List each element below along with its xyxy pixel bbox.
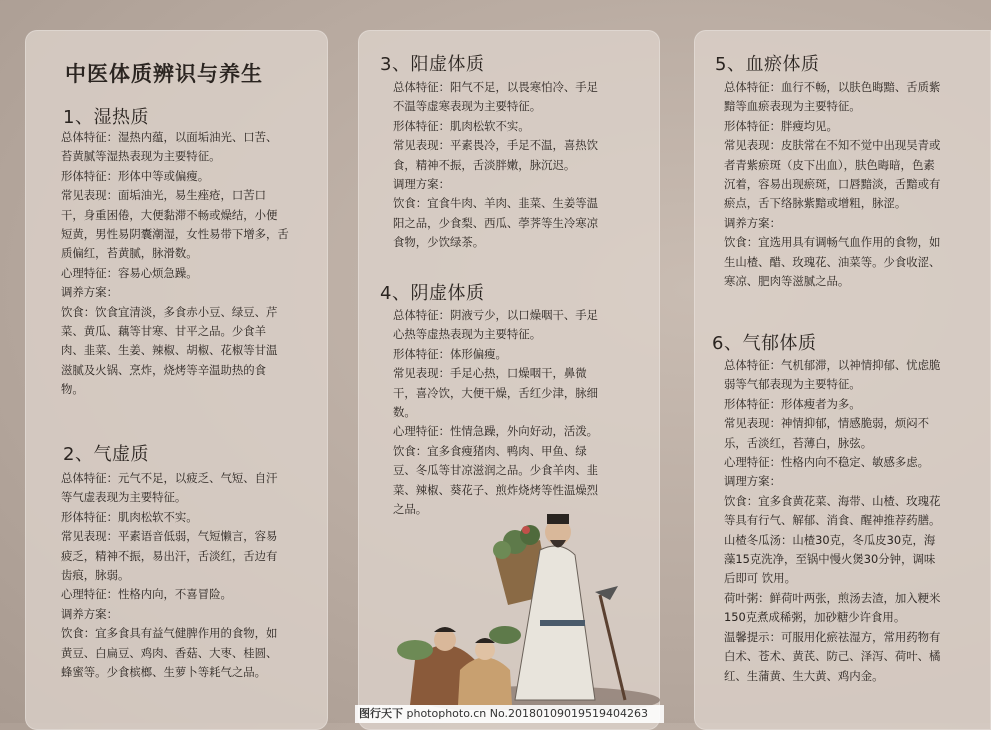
text-line: 疲乏，精神不振，易出汗，舌淡红，舌边有 [61, 548, 278, 563]
text-line: 总体特征：元气不足，以疲乏、气短、自汗 [61, 471, 278, 485]
section-body-xueyu [724, 78, 940, 291]
text-line: 物。 [61, 382, 84, 397]
text-line: 者青紫瘀斑（皮下出血），肤色晦暗，色素 [724, 157, 935, 172]
text-line: 数。 [393, 405, 416, 420]
herbalist-illustration [390, 500, 660, 710]
section-title-shire: 1、湿热质 [63, 107, 149, 128]
text-line: 弱等气郁表现为主要特征。 [724, 377, 861, 392]
text-line: 形体特征：肌肉松软不实。 [61, 509, 198, 524]
text-line: 形体特征：形体瘦者为多。 [724, 396, 861, 411]
text-line: 常见表现：皮肤常在不知不觉中出现吴青或 [724, 138, 941, 153]
text-line: 饮食：饮食宜清淡，多食赤小豆、绿豆、芹 [61, 304, 278, 319]
text-line: 阳之品，少食梨、西瓜、荸荠等生冷寒凉 [393, 215, 599, 230]
section-body-qixu [61, 469, 277, 682]
text-line: 调理方案： [724, 474, 781, 489]
text-line: 心热等虚热表现为主要特征。 [393, 327, 542, 342]
text-line: 总体特征：血行不畅，以肤色晦黯、舌质紫 [724, 80, 941, 94]
text-line: 蜂蜜等。少食槟榔、生萝卜等耗气之品。 [61, 665, 267, 680]
text-line: 形体特征：形体中等或偏瘦。 [61, 168, 210, 183]
text-line: 常见表现：神情抑郁，情感脆弱，烦闷不 [724, 416, 930, 431]
section-title-yinxu: 4、阴虚体质 [380, 283, 485, 304]
page-title: 中医体质辨识与养生 [65, 62, 263, 86]
text-line: 形体特征：胖瘦均见。 [724, 118, 838, 133]
text-line: 调理方案： [393, 177, 450, 192]
text-line: 黯等血瘀表现为主要特征。 [724, 99, 861, 114]
watermark-logo: 图行天下 [359, 707, 403, 720]
text-line: 食物，少饮绿茶。 [393, 235, 485, 250]
section-body-yangxu [393, 78, 598, 253]
text-line: 形体特征：体形偏瘦。 [393, 346, 507, 361]
text-line: 菜、黄瓜、藕等甘寒、甘平之品。少食羊 [61, 324, 267, 339]
text-line: 调养方案： [724, 215, 781, 230]
text-line: 干，喜冷饮，大便干燥，舌红少津，脉细 [393, 385, 599, 400]
text-line: 常见表现：面垢油光，易生痤疮，口苦口 [61, 188, 267, 203]
text-line: 饮食：宜选用具有调畅气血作用的食物，如 [724, 235, 941, 250]
watermark-bar [355, 705, 664, 723]
text-line: 心理特征：性格内向，不喜冒险。 [61, 587, 232, 602]
text-line: 常见表现：手足心热，口燥咽干，鼻微 [393, 366, 587, 381]
text-line: 形体特征：肌肉松软不实。 [393, 118, 530, 133]
section-body-shire [61, 128, 289, 400]
text-line: 饮食：宜多食黄花菜、海带、山楂、玫瑰花 [724, 493, 941, 508]
text-line: 总体特征：湿热内蕴，以面垢油光、口苦、 [61, 130, 278, 144]
text-line: 等具有行气、解郁、消食、醒神推荐药膳。 [724, 513, 941, 528]
text-line: 食，精神不振，舌淡胖嫩，脉沉迟。 [393, 157, 576, 172]
text-line: 温馨提示：可服用化瘀祛湿方，常用药物有 [724, 629, 941, 644]
section-body-yinxu [393, 306, 598, 519]
text-line: 滋腻及火锅、烹炸，烧烤等辛温助热的食 [61, 362, 267, 377]
text-line: 豆、冬瓜等甘凉滋润之品。少食羊肉、韭 [393, 463, 599, 478]
text-line: 沉着，容易出现瘀斑，口唇黯淡，舌黯或有 [724, 177, 941, 192]
section-title-xueyu: 5、血瘀体质 [715, 54, 820, 75]
text-line: 常见表现：平素畏冷，手足不温，喜热饮 [393, 138, 599, 153]
text-line: 荷叶粥：鲜荷叶两张，煎汤去渣，加入粳米 [724, 590, 941, 605]
watermark-number: No.20180109019519404263 [489, 707, 649, 720]
text-line: 短黄，男性易阴囊潮湿，女性易带下增多，舌 [61, 227, 289, 242]
text-line: 不温等虚寒表现为主要特征。 [393, 99, 542, 114]
text-line: 质偏红，苔黄腻，脉滑数。 [61, 246, 198, 261]
text-line: 瘀点，舌下络脉紫黯或增粗，脉涩。 [724, 196, 907, 211]
text-line: 150克煮成稀粥，加砂糖少许食用。 [724, 610, 906, 625]
text-line: 菜、辣椒、葵花子、煎炸烧烤等性温燥烈 [393, 482, 599, 497]
text-line: 等气虚表现为主要特征。 [61, 490, 187, 505]
text-line: 黄豆、白扁豆、鸡肉、香菇、大枣、桂圆、 [61, 645, 278, 660]
text-line: 饮食：宜食牛肉、羊肉、韭菜、生姜等温 [393, 196, 599, 211]
text-line: 饮食：宜多食具有益气健脾作用的食物，如 [61, 626, 278, 641]
text-line: 调养方案： [61, 285, 118, 300]
text-line: 总体特征：气机郁滞，以神情抑郁、忧虑脆 [724, 358, 941, 372]
text-line: 乐，舌淡红，苔薄白，脉弦。 [724, 435, 873, 450]
text-line: 肉、韭菜、生姜、辣椒、胡椒、花椒等甘温 [61, 343, 278, 358]
text-line: 心理特征：性情急躁，外向好动，活泼。 [393, 424, 599, 439]
text-line: 苔黄腻等湿热表现为主要特征。 [61, 149, 221, 164]
section-body-qiyu [724, 356, 940, 686]
watermark-site: photophoto.cn [406, 707, 487, 720]
text-line: 干，身重困倦，大便黏滞不畅或燥结，小便 [61, 207, 278, 222]
text-line: 后即可 饮用。 [724, 571, 796, 586]
text-line: 常见表现：平素语音低弱，气短懒言，容易 [61, 529, 278, 544]
text-line: 寒凉、肥肉等滋腻之品。 [724, 274, 850, 289]
section-title-qiyu: 6、气郁体质 [712, 333, 817, 354]
text-line: 心理特征：性格内向不稳定、敏感多虑。 [724, 455, 930, 470]
text-line: 藻15克洗净，至锅中慢火煲30分钟，调味 [724, 552, 936, 567]
text-line: 调养方案： [61, 606, 118, 621]
section-title-yangxu: 3、阳虚体质 [380, 54, 485, 75]
section-title-qixu: 2、气虚质 [63, 444, 149, 465]
text-line: 之品。 [393, 502, 428, 517]
text-line: 总体特征：阳气不足，以畏寒怕冷、手足 [393, 80, 599, 94]
text-line: 饮食：宜多食瘦猪肉、鸭肉、甲鱼、绿 [393, 443, 587, 458]
text-line: 齿痕，脉弱。 [61, 568, 130, 583]
text-line: 白术、苍术、黄芪、防己、泽泻、荷叶、橘 [724, 649, 941, 664]
text-line: 总体特征：阴液亏少，以口燥咽干、手足 [393, 308, 599, 322]
text-line: 心理特征：容易心烦急躁。 [61, 265, 198, 280]
text-line: 红、生蒲黄、生大黄、鸡内金。 [724, 668, 884, 683]
text-line: 生山楂、醋、玫瑰花、油菜等。少食收涩、 [724, 254, 941, 269]
text-line: 山楂冬瓜汤：山楂30克，冬瓜皮30克，海 [724, 532, 936, 547]
